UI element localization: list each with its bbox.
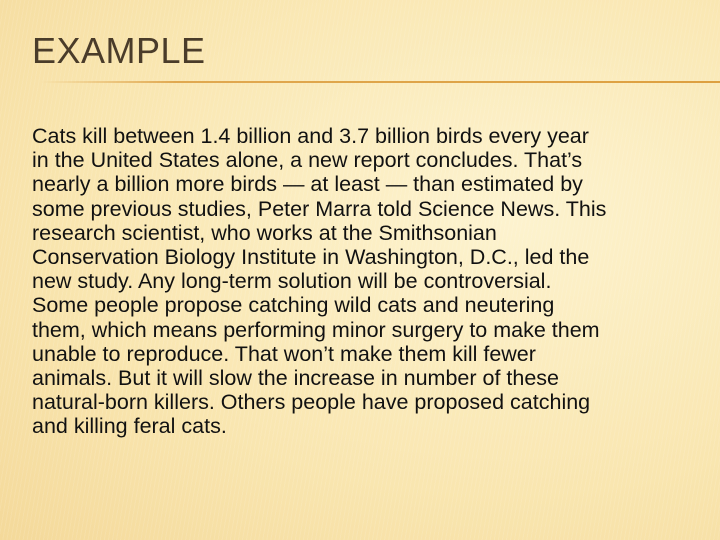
- body-line: unable to reproduce. That won’t make them kill fewer: [32, 341, 536, 366]
- slide-title: EXAMPLE: [32, 30, 206, 71]
- title-divider: [40, 81, 720, 83]
- body-line: natural-born killers. Others people have proposed catching: [32, 390, 591, 415]
- body-line: and killing feral cats.: [32, 414, 227, 439]
- body-line: them, which means performing minor surgery to make them: [32, 317, 600, 342]
- slide-body-text: [32, 124, 606, 439]
- body-line: nearly a billion more birds — at least — than estimated by: [32, 172, 583, 197]
- body-line: Some people propose catching wild cats and neutering: [32, 293, 555, 318]
- body-line: new study. Any long-term solution will be controversial.: [32, 269, 552, 294]
- body-line: Cats kill between 1.4 billion and 3.7 billion birds every year: [32, 124, 589, 148]
- body-line: in the United States alone, a new report concludes. That’s: [32, 148, 583, 173]
- body-line: some previous studies, Peter Marra told Science News. This: [32, 196, 607, 221]
- body-line: research scientist, who works at the Smithsonian: [32, 220, 497, 245]
- body-line: Conservation Biology Institute in Washington, D.C., led the: [32, 245, 590, 270]
- body-line: animals. But it will slow the increase in number of these: [32, 366, 559, 391]
